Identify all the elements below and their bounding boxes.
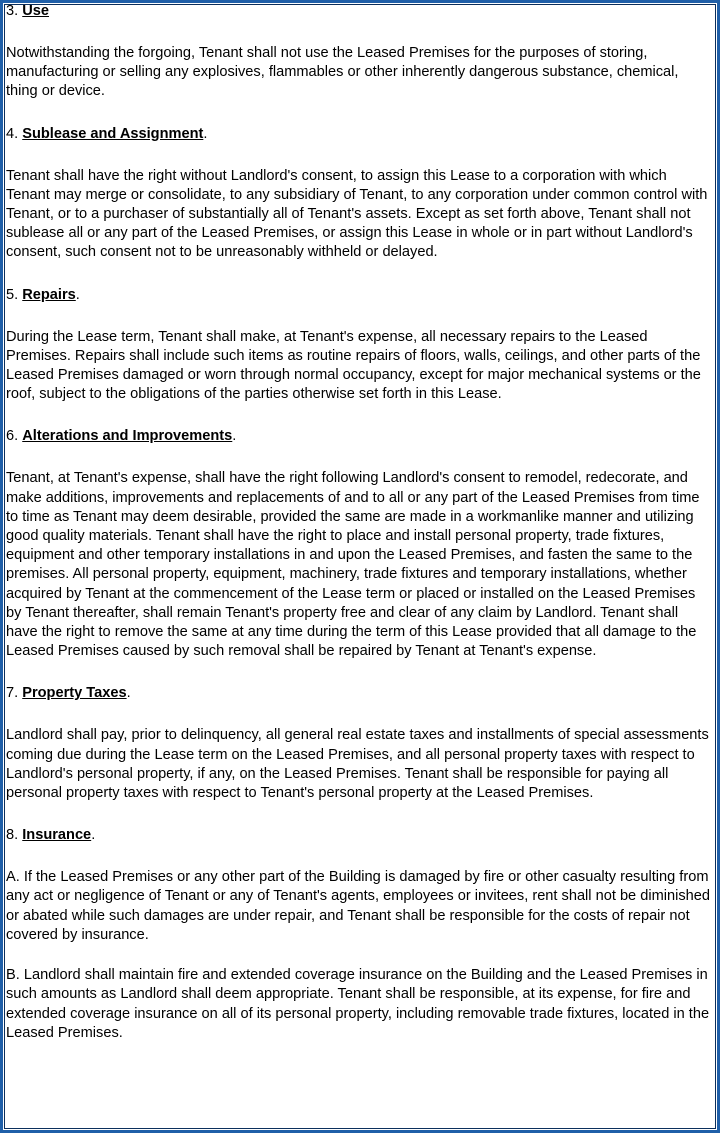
- section-title: Property Taxes: [22, 685, 127, 702]
- section-title-trail: .: [126, 685, 131, 702]
- section-number: 6.: [6, 428, 19, 445]
- section-paragraph: A. If the Leased Premises or any other part of the Building is damaged by fire or other casualty resulting from any act or negligence of Tenant or any of Tenant's agents, employees or invitees, rent shall not be diminished or abated while such damages are under repair, and Tenant shall be responsible for the costs of repair not covered by insurance.: [6, 869, 710, 943]
- section-title: Repairs: [22, 286, 76, 303]
- section-heading-use: [6, 2, 712, 21]
- section-title: Use: [22, 3, 50, 19]
- section-number: 8.: [6, 827, 19, 844]
- section-heading-alterations: [6, 427, 712, 446]
- section-paragraph: Tenant, at Tenant's expense, shall have the right following Landlord's consent to remodel, redecorate, and make additions, improvements and replacements of and to all or any part of the Leased Premises from time to time as Tenant may deem desirable, provided the same are made in a workmanlike manner and utilizing good quality materials. Tenant shall have the right to place and install personal property, trade fixtures, equipment and other temporary installations in and upon the Leased Premises, and fasten the same to the premises. All personal property, equipment, machinery, trade fixtures and temporary installations, whether acquired by Tenant at the commencement of the Lease term or placed or installed on the Leased Premises by Tenant thereafter, shall remain Tenant's property free and clear of any claim by Landlord. Tenant shall have the right to remove the same at any time during the term of this Lease provided that all damage to the Leased Premises caused by such removal shall be repaired by Tenant at Tenant's expense.: [6, 470, 700, 660]
- section-paragraph: Notwithstanding the forgoing, Tenant shall not use the Leased Premises for the purposes of storing, manufacturing or selling any explosives, flammables or other inherently dangerous substance, chemical, thing or device.: [6, 45, 679, 100]
- section-paragraph: Landlord shall pay, prior to delinquency, all general real estate taxes and installments of special assessments coming due during the Lease term on the Leased Premises, and all personal property taxes with respect to Landlord's personal property, if any, on the Leased Premises. Tenant shall be responsible for paying all personal property taxes with respect to Tenant's personal property at the Leased Premises.: [6, 727, 709, 802]
- section-title: Sublease and Assignment: [22, 125, 204, 142]
- section-paragraph: Tenant shall have the right without Landlord's consent, to assign this Lease to a corporation with which Tenant may merge or consolidate, to any subsidiary of Tenant, to any corporation under common control with Tenant, or to a purchaser of substantially all of Tenant's assets. Except as set forth above, Tenant shall not sublease all or any part of the Leased Premises, or assign this Lease in whole or in part without Landlord's consent, such consent not to be unreasonably withheld or delayed.: [6, 167, 708, 261]
- section-title-trail: .: [232, 428, 237, 445]
- section-number: 5.: [6, 286, 19, 303]
- section-title-trail: .: [203, 125, 208, 142]
- section-paragraph: B. Landlord shall maintain fire and extended coverage insurance on the Building and the Leased Premises in such amounts as Landlord shall deem appropriate. Tenant shall be responsible, at its expense, for fire and extended coverage insurance on all of its personal property, including removable trade fixtures, located in the Leased Premises.: [6, 967, 710, 1041]
- section-paragraph: During the Lease term, Tenant shall make, at Tenant's expense, all necessary repairs to the Leased Premises. Repairs shall include such items as routine repairs of floors, walls, ceilings, and other parts of the Leased Premises damaged or worn through normal occupancy, except for major mechanical systems or the roof, subject to the obligations of the parties otherwise set forth in this Lease.: [6, 328, 701, 403]
- section-heading-sublease: [6, 125, 712, 144]
- section-title: Insurance: [22, 827, 92, 844]
- section-number: 4.: [6, 125, 19, 142]
- section-number: 7.: [6, 685, 19, 702]
- lease-document: [6, 0, 712, 1043]
- section-title: Alterations and Improvements: [22, 428, 233, 445]
- section-title-trail: .: [91, 827, 96, 844]
- section-heading-insurance: [6, 826, 712, 845]
- section-number: 3.: [6, 3, 19, 19]
- section-title-trail: .: [75, 286, 80, 303]
- section-heading-repairs: [6, 286, 712, 305]
- section-heading-property-taxes: [6, 684, 712, 703]
